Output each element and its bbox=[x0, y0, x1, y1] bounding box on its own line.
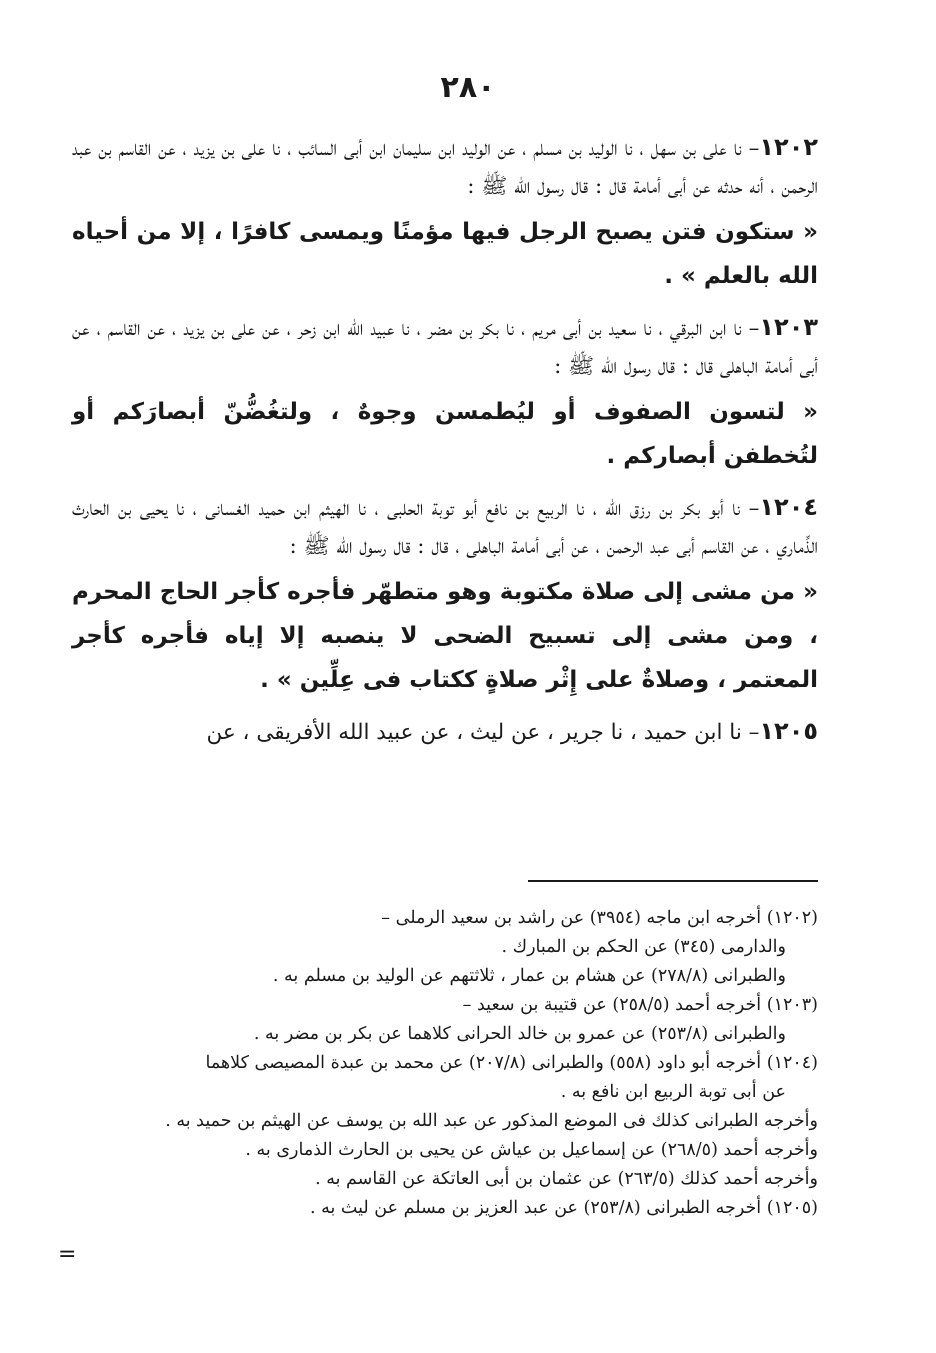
continuation-mark: = bbox=[58, 1242, 77, 1267]
entry-1203 bbox=[72, 308, 818, 386]
footnote-line: والدارمى (٣٤٥) عن الحكم بن المبارك . bbox=[501, 937, 786, 957]
footnote-line: عن أبى توبة الربيع ابن نافع به . bbox=[560, 1082, 786, 1102]
entry-chain: – نا أبو بكر بن رزق الله ، نا الربيع بن نافع أبو توبة الحلبى ، نا الهيثم ابن حميد الغسانى ، نا يحيى بن الحارث الذِّماري ، عن القاسم أبى عبد الرحمن ، عن أبى أمامة الباهلى ، قال : قال رسول الله ﷺ : bbox=[72, 496, 818, 559]
entry-number: ١٢٠٣ bbox=[759, 313, 818, 341]
footnote-line: (١٢٠٥) أخرجه الطبرانى (٢٥٣/٨) عن عبد العزيز بن مسلم عن ليث به . bbox=[309, 1198, 818, 1218]
entry-number: ١٢٠٤ bbox=[759, 493, 818, 521]
hadith-text: « من مشى إلى صلاة مكتوبة وهو متطهّر فأجره كأجر الحاج المحرم ، ومن مشى إلى تسبيح الضحى لا ينصبه إلا إياه فأجره كأجر المعتمر ، وصلاةٌ على إِثْر صلاةٍ ككتاب فى عِلِّين » . bbox=[72, 579, 818, 693]
footnote-line: (١٢٠٤) أخرجه أبو داود (٥٥٨) والطبرانى (٢٠٧/٨) عن محمد بن عبدة المصيصى كلاهما bbox=[205, 1053, 818, 1073]
footnote-line: وأخرجه الطبرانى كذلك فى الموضع المذكور عن عبد الله بن يوسف عن الهيثم بن حميد به . bbox=[165, 1111, 818, 1131]
entry-1205 bbox=[72, 712, 818, 752]
page-number: ٢٨٠ bbox=[440, 70, 496, 105]
footnote-line: وأخرجه أحمد (٢٦٨/٥) عن إسماعيل بن عياش عن يحيى بن الحارث الذمارى به . bbox=[245, 1140, 818, 1160]
footnote-divider bbox=[528, 880, 818, 882]
entry-chain: – نا على بن سهل ، نا الوليد بن مسلم ، عن الوليد ابن سليمان ابن أبى السائب ، نا على بن يزيد ، عن القاسم بن عبد الرحمن ، أنه حدثه عن أبى أمامة قال : قال رسول الله ﷺ : bbox=[72, 136, 818, 199]
footnote-line: (١٢٠٢) أخرجه ابن ماجه (٣٩٥٤) عن راشد بن سعيد الرملى – bbox=[381, 908, 818, 928]
footnote-line: والطبرانى (٢٥٣/٨) عن عمرو بن خالد الحرانى كلاهما عن بكر بن مضر به . bbox=[253, 1024, 786, 1044]
hadith-text: « ستكون فتن يصبح الرجل فيها مؤمنًا ويمسى كافرًا ، إلا من أحياه الله بالعلم » . bbox=[72, 219, 818, 289]
main-text bbox=[72, 128, 818, 756]
footnote-line: والطبرانى (٢٧٨/٨) عن هشام بن عمار ، ثلاثتهم عن الوليد بن مسلم به . bbox=[272, 966, 786, 986]
entry-chain: – نا ابن البرقي ، نا سعيد بن أبى مريم ، نا بكر بن مضر ، نا عبيد الله ابن زحر ، عن على بن يزيد ، عن القاسم ، عن أبى أمامة الباهلى قال : قال رسول الله ﷺ : bbox=[72, 316, 818, 379]
footnote-line: (١٢٠٣) أخرجه أحمد (٢٥٨/٥) عن قتيبة بن سعيد – bbox=[462, 995, 818, 1015]
entry-1204 bbox=[72, 488, 818, 566]
entry-1202 bbox=[72, 128, 818, 206]
hadith-text: « لتسون الصفوف أو ليُطمسن وجوهٌ ، ولتغُضُّنّ أبصارَكم أو لتُخطفن أبصاركم . bbox=[72, 399, 818, 469]
entry-chain: – نا ابن حميد ، نا جرير ، عن ليث ، عن عبيد الله الأفريقى ، عن bbox=[206, 720, 760, 745]
footnote-line: وأخرجه أحمد كذلك (٢٦٣/٥) عن عثمان بن أبى العاتكة عن القاسم به . bbox=[315, 1169, 818, 1189]
entry-number: ١٢٠٢ bbox=[759, 133, 818, 161]
entry-number: ١٢٠٥ bbox=[759, 717, 818, 745]
footnotes bbox=[72, 904, 818, 1223]
